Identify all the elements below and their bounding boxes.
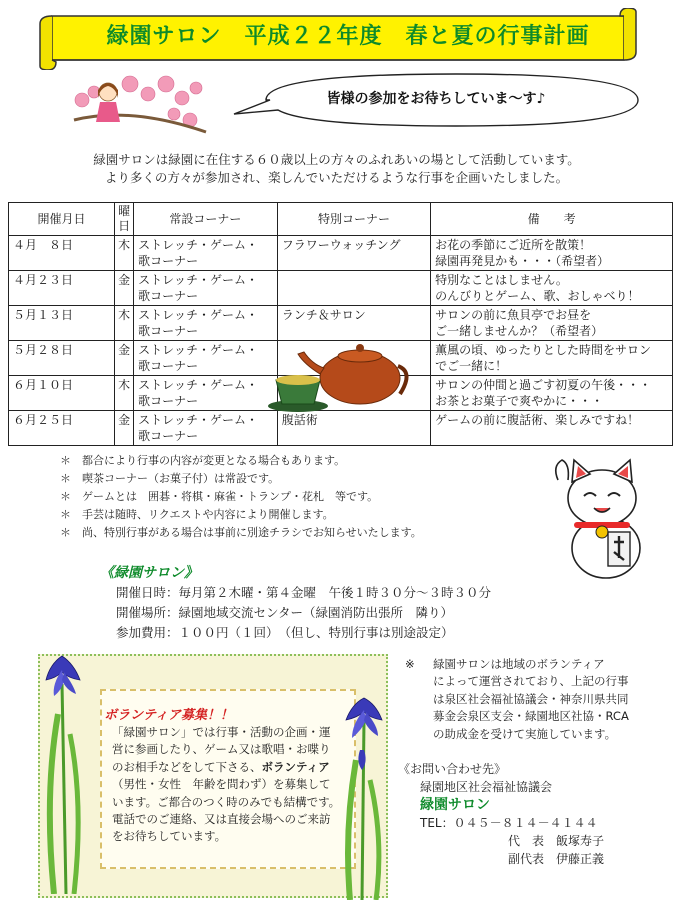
regular-corner-line-1: ストレッチ・ゲーム・ bbox=[138, 238, 258, 252]
row-date: ４月２３日 bbox=[9, 271, 115, 306]
row-notes bbox=[431, 236, 673, 271]
funding-note-line: の助成金を受けて実施しています。 bbox=[433, 726, 617, 741]
asterisk-mark: ＊ bbox=[60, 508, 71, 521]
salon-schedule-line: 開催日時：毎月第２木曜・第４金曜 午後１時３０分～３時３０分 bbox=[116, 585, 492, 600]
row-special-corner: ランチ＆サロン bbox=[277, 306, 430, 341]
volunteer-line: をお待ちしています。 bbox=[112, 829, 227, 844]
regular-corner-line-1: ストレッチ・ゲーム・ bbox=[138, 343, 258, 357]
contact-phone: TEL：０４５－８１４－４１４４ bbox=[420, 816, 598, 830]
salon-fee-line: 参加費用：１００円（１回） （但し、特別行事は別途設定） bbox=[116, 625, 454, 640]
regular-corner-line-2: 歌コーナー bbox=[138, 324, 199, 338]
row-regular-corner bbox=[134, 341, 278, 376]
volunteer-description bbox=[112, 724, 358, 846]
row-date: ４月 ８日 bbox=[9, 236, 115, 271]
row-day: 金 bbox=[115, 271, 134, 306]
footnotes-list bbox=[60, 452, 422, 542]
regular-corner-line-2: 歌コーナー bbox=[138, 359, 199, 373]
row-special-corner: フラワーウォッチング bbox=[277, 236, 430, 271]
volunteer-line-text: のお相手などをして下さる、 bbox=[112, 759, 262, 774]
row-day: 金 bbox=[115, 341, 134, 376]
regular-corner-line-1: ストレッチ・ゲーム・ bbox=[138, 378, 258, 392]
row-regular-corner bbox=[134, 271, 278, 306]
teapot-and-cup-illustration bbox=[268, 336, 418, 414]
volunteer-heading: ボランティア募集！！ bbox=[104, 708, 233, 723]
row-notes bbox=[431, 411, 673, 446]
contact-representative: 代 表 飯塚寿子 bbox=[508, 834, 605, 848]
header-regular-corner: 常設コーナー bbox=[134, 203, 278, 236]
girl-with-blossoms-illustration bbox=[70, 70, 210, 140]
volunteer-line: （男性・女性 年齢を問わず）を募集して bbox=[112, 777, 331, 792]
footnote-item bbox=[60, 506, 422, 524]
row-special-corner: 腹話術 bbox=[277, 411, 430, 446]
row-regular-corner bbox=[134, 236, 278, 271]
row-regular-corner bbox=[134, 411, 278, 446]
footnote-text: 喫茶コーナー（お菓子付）は常設です。 bbox=[82, 472, 280, 485]
header-date: 開催月日 bbox=[9, 203, 115, 236]
header-special-corner: 特別コーナー bbox=[277, 203, 430, 236]
volunteer-line: 営に参画したり、ゲーム又は歌唱・お喋り bbox=[112, 742, 331, 757]
note-line-1: サロンの前に魚貝亭でお昼を bbox=[435, 308, 592, 322]
header-notes: 備 考 bbox=[431, 203, 673, 236]
note-line-1: 特別なことはしません。 bbox=[435, 273, 568, 287]
footnote-item bbox=[60, 524, 422, 542]
footnote-text: 都合により行事の内容が変更となる場合もあります。 bbox=[82, 454, 346, 467]
note-line-2: 緑園再発見かも・・・（希望者） bbox=[435, 254, 610, 268]
row-day: 木 bbox=[115, 376, 134, 411]
row-date: ５月２８日 bbox=[9, 341, 115, 376]
row-date: ６月２５日 bbox=[9, 411, 115, 446]
invitation-message: 皆様の参加をお待ちしていま～す♪ bbox=[326, 91, 546, 107]
footnote-item bbox=[60, 488, 422, 506]
note-line-2: ご一緒しませんか？（希望者） bbox=[435, 324, 604, 338]
header-day: 曜日 bbox=[115, 203, 134, 236]
regular-corner-line-2: 歌コーナー bbox=[138, 429, 199, 443]
row-regular-corner bbox=[134, 376, 278, 411]
footnote-text: 手芸は随時、リクエストや内容により開催します。 bbox=[82, 508, 334, 521]
note-line-1: お花の季節にご近所を散策！ bbox=[435, 238, 592, 252]
note-line-2: でご一緒に！ bbox=[435, 359, 508, 373]
row-date: ５月１３日 bbox=[9, 306, 115, 341]
regular-corner-line-1: ストレッチ・ゲーム・ bbox=[138, 308, 258, 322]
funding-note-text: 緑園サロンは地域のボランティア bbox=[433, 657, 605, 671]
row-notes bbox=[431, 341, 673, 376]
contact-heading: 《お問い合わせ先》 bbox=[398, 762, 507, 776]
funding-note bbox=[405, 656, 629, 743]
regular-corner-line-1: ストレッチ・ゲーム・ bbox=[138, 273, 258, 287]
reference-mark: ※ bbox=[405, 657, 415, 671]
volunteer-emphasis: ボランティア bbox=[261, 759, 330, 774]
lucky-cat-illustration bbox=[548, 452, 658, 580]
contact-salon-name: 緑園サロン bbox=[420, 797, 490, 813]
footnote-text: 尚、特別行事がある場合は事前に別途チラシでお知らせいたします。 bbox=[82, 526, 422, 539]
asterisk-mark: ＊ bbox=[60, 526, 71, 539]
contact-organization: 緑園地区社会福祉協議会 bbox=[420, 780, 553, 794]
note-line-2: お茶とお菓子で爽やかに・・・ bbox=[435, 394, 604, 408]
footnote-item bbox=[60, 452, 422, 470]
title-banner bbox=[38, 8, 638, 70]
row-day: 金 bbox=[115, 411, 134, 446]
volunteer-line: います。ご都合のつく時のみでも結構です。 bbox=[112, 794, 341, 809]
row-notes bbox=[431, 306, 673, 341]
row-regular-corner bbox=[134, 306, 278, 341]
row-notes bbox=[431, 271, 673, 306]
contact-info bbox=[398, 760, 604, 868]
funding-note-line: 募金会泉区支会・緑園地区社協・RCA bbox=[433, 709, 629, 724]
note-line-2: のんびりとゲーム、歌、おしゃべり！ bbox=[435, 289, 640, 303]
table-row bbox=[9, 411, 673, 446]
table-row bbox=[9, 271, 673, 306]
invitation-speech-bubble bbox=[226, 70, 646, 130]
regular-corner-line-2: 歌コーナー bbox=[138, 394, 199, 408]
row-day: 木 bbox=[115, 236, 134, 271]
salon-info-heading: 《緑園サロン》 bbox=[100, 565, 198, 581]
row-notes bbox=[431, 376, 673, 411]
regular-corner-line-2: 歌コーナー bbox=[138, 289, 199, 303]
contact-vice-representative: 副代表 伊藤正義 bbox=[508, 852, 605, 866]
asterisk-mark: ＊ bbox=[60, 454, 71, 467]
table-header-row bbox=[9, 203, 673, 236]
intro-line-2: より多くの方々が参加され、楽しんでいただけるような行事を企画いたしました。 bbox=[104, 170, 569, 185]
row-date: ６月１０日 bbox=[9, 376, 115, 411]
note-line-1: 薫風の頃、ゆったりとした時間をサロン bbox=[435, 343, 652, 357]
note-line-1: サロンの仲間と過ごす初夏の午後・・・ bbox=[435, 378, 652, 392]
footnote-item bbox=[60, 470, 422, 488]
volunteer-line: 電話でのご連絡、又は直接会場へのご来訪 bbox=[112, 812, 331, 827]
funding-note-line bbox=[405, 656, 629, 673]
asterisk-mark: ＊ bbox=[60, 490, 71, 503]
footnote-text: ゲームとは 囲碁・将棋・麻雀・トランプ・花札 等です。 bbox=[82, 490, 379, 503]
note-line-1: ゲームの前に腹話術、楽しみですね！ bbox=[435, 413, 640, 427]
asterisk-mark: ＊ bbox=[60, 472, 71, 485]
salon-venue-line: 開催場所：緑園地域交流センター（緑園消防出張所 隣り） bbox=[116, 605, 454, 620]
table-row bbox=[9, 236, 673, 271]
funding-note-line: によって運営されており、上記の行事 bbox=[433, 674, 629, 689]
volunteer-line bbox=[112, 759, 358, 776]
row-day: 木 bbox=[115, 306, 134, 341]
regular-corner-line-2: 歌コーナー bbox=[138, 254, 199, 268]
volunteer-line: 「緑園サロン」では行事・活動の企画・運 bbox=[112, 725, 331, 739]
page-title: 緑園サロン 平成２２年度 春と夏の行事計画 bbox=[106, 24, 590, 49]
iris-flower-left-illustration bbox=[40, 644, 110, 894]
funding-note-line: は泉区社会福祉協議会・神奈川県共同 bbox=[433, 691, 629, 706]
intro-line-1: 緑園サロンは緑園に在住する６０歳以上の方々のふれあいの場として活動しています。 bbox=[93, 152, 580, 167]
regular-corner-line-1: ストレッチ・ゲーム・ bbox=[138, 413, 258, 427]
row-special-corner bbox=[277, 271, 430, 306]
